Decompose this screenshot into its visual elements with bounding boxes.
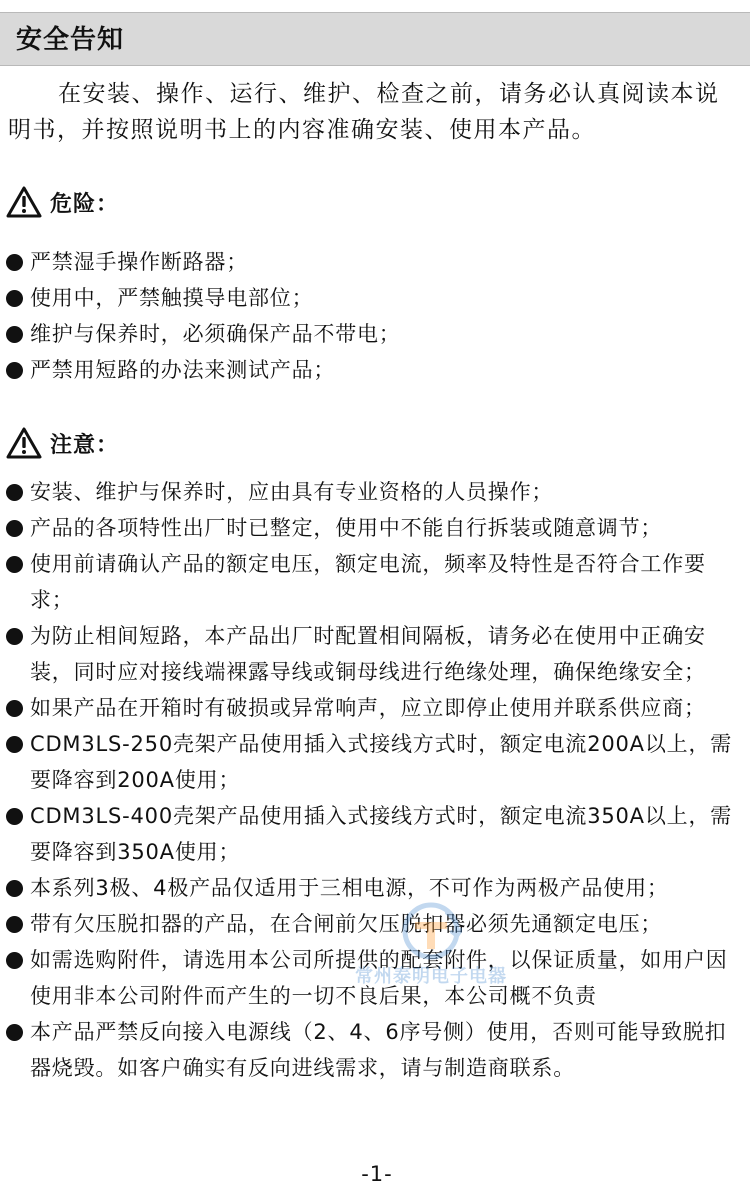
bullet-icon [6,520,23,537]
title-bar [0,12,750,66]
list-item-text: 本产品严禁反向接入电源线（2、4、6序号侧）使用，否则可能导致脱扣器烧毁。如客户确实有反向进线需求，请与制造商联系。 [30,1020,727,1080]
list-item [6,280,746,316]
list-item-text: 使用中，严禁触摸导电部位； [30,286,314,310]
bullet-icon [6,326,23,343]
danger-heading [6,184,119,220]
page-title: 安全告知 [16,25,125,55]
bullet-icon [6,736,23,753]
list-item [6,546,746,618]
list-item [6,244,746,280]
list-item-text: CDM3LS-400壳架产品使用插入式接线方式时，额定电流350A以上，需要降容到350A使用； [30,804,733,864]
danger-heading-label: 危险： [50,191,120,217]
list-item-text: 使用前请确认产品的额定电压，额定电流，频率及特性是否符合工作要求； [30,552,706,612]
list-item-text: 本系列3极、4极产品仅适用于三相电源，不可作为两极产品使用； [30,876,669,900]
list-item-text: 产品的各项特性出厂时已整定，使用中不能自行拆装或随意调节； [30,516,663,540]
bullet-icon [6,880,23,897]
bullet-icon [6,952,23,969]
intro-paragraph: 在安装、操作、运行、维护、检查之前，请务必认真阅读本说明书，并按照说明书上的内容准确安装、使用本产品。 [8,81,720,143]
list-item-text: 带有欠压脱扣器的产品，在合闸前欠压脱扣器必须先通额定电压； [30,912,663,936]
list-item [6,726,746,798]
bullet-icon [6,556,23,573]
list-item [6,690,746,726]
list-item [6,352,746,388]
list-item [6,1014,746,1086]
list-item-text: 为防止相间短路，本产品出厂时配置相间隔板，请务必在使用中正确安装，同时应对接线端裸露导线或铜母线进行绝缘处理，确保绝缘安全； [30,624,706,684]
bullet-icon [6,254,23,271]
list-item-text: 严禁湿手操作断路器； [30,250,248,274]
list-item [6,798,746,870]
warning-triangle-icon [6,186,42,218]
list-item [6,474,746,510]
list-item [6,870,746,906]
list-item [6,618,746,690]
bullet-icon [6,1024,23,1041]
list-item-text: CDM3LS-250壳架产品使用插入式接线方式时，额定电流200A以上，需要降容到200A使用； [30,732,733,792]
bullet-icon [6,916,23,933]
list-item-text: 如需选购附件，请选用本公司所提供的配套附件，以保证质量，如用户因使用非本公司附件而产生的一切不良后果，本公司概不负责 [30,948,728,1008]
list-item [6,316,746,352]
list-item-text: 维护与保养时，必须确保产品不带电； [30,322,401,346]
bullet-icon [6,290,23,307]
bullet-icon [6,700,23,717]
list-item-text: 安装、维护与保养时，应由具有专业资格的人员操作； [30,480,554,504]
caution-list [6,474,746,1086]
list-item [6,510,746,546]
page-number: -1- [361,1162,393,1186]
list-item [6,906,746,942]
bullet-icon [6,362,23,379]
bullet-icon [6,484,23,501]
warning-triangle-icon [6,427,42,459]
list-item [6,942,746,1014]
danger-list [6,244,746,388]
bullet-icon [6,808,23,825]
watermark-text: 常州泰明电子电器 [355,966,507,987]
caution-heading-label: 注意： [50,432,120,458]
list-item-text: 严禁用短路的办法来测试产品； [30,358,336,382]
caution-heading [6,425,119,461]
list-item-text: 如果产品在开箱时有破损或异常响声，应立即停止使用并联系供应商； [30,696,706,720]
bullet-icon [6,628,23,645]
